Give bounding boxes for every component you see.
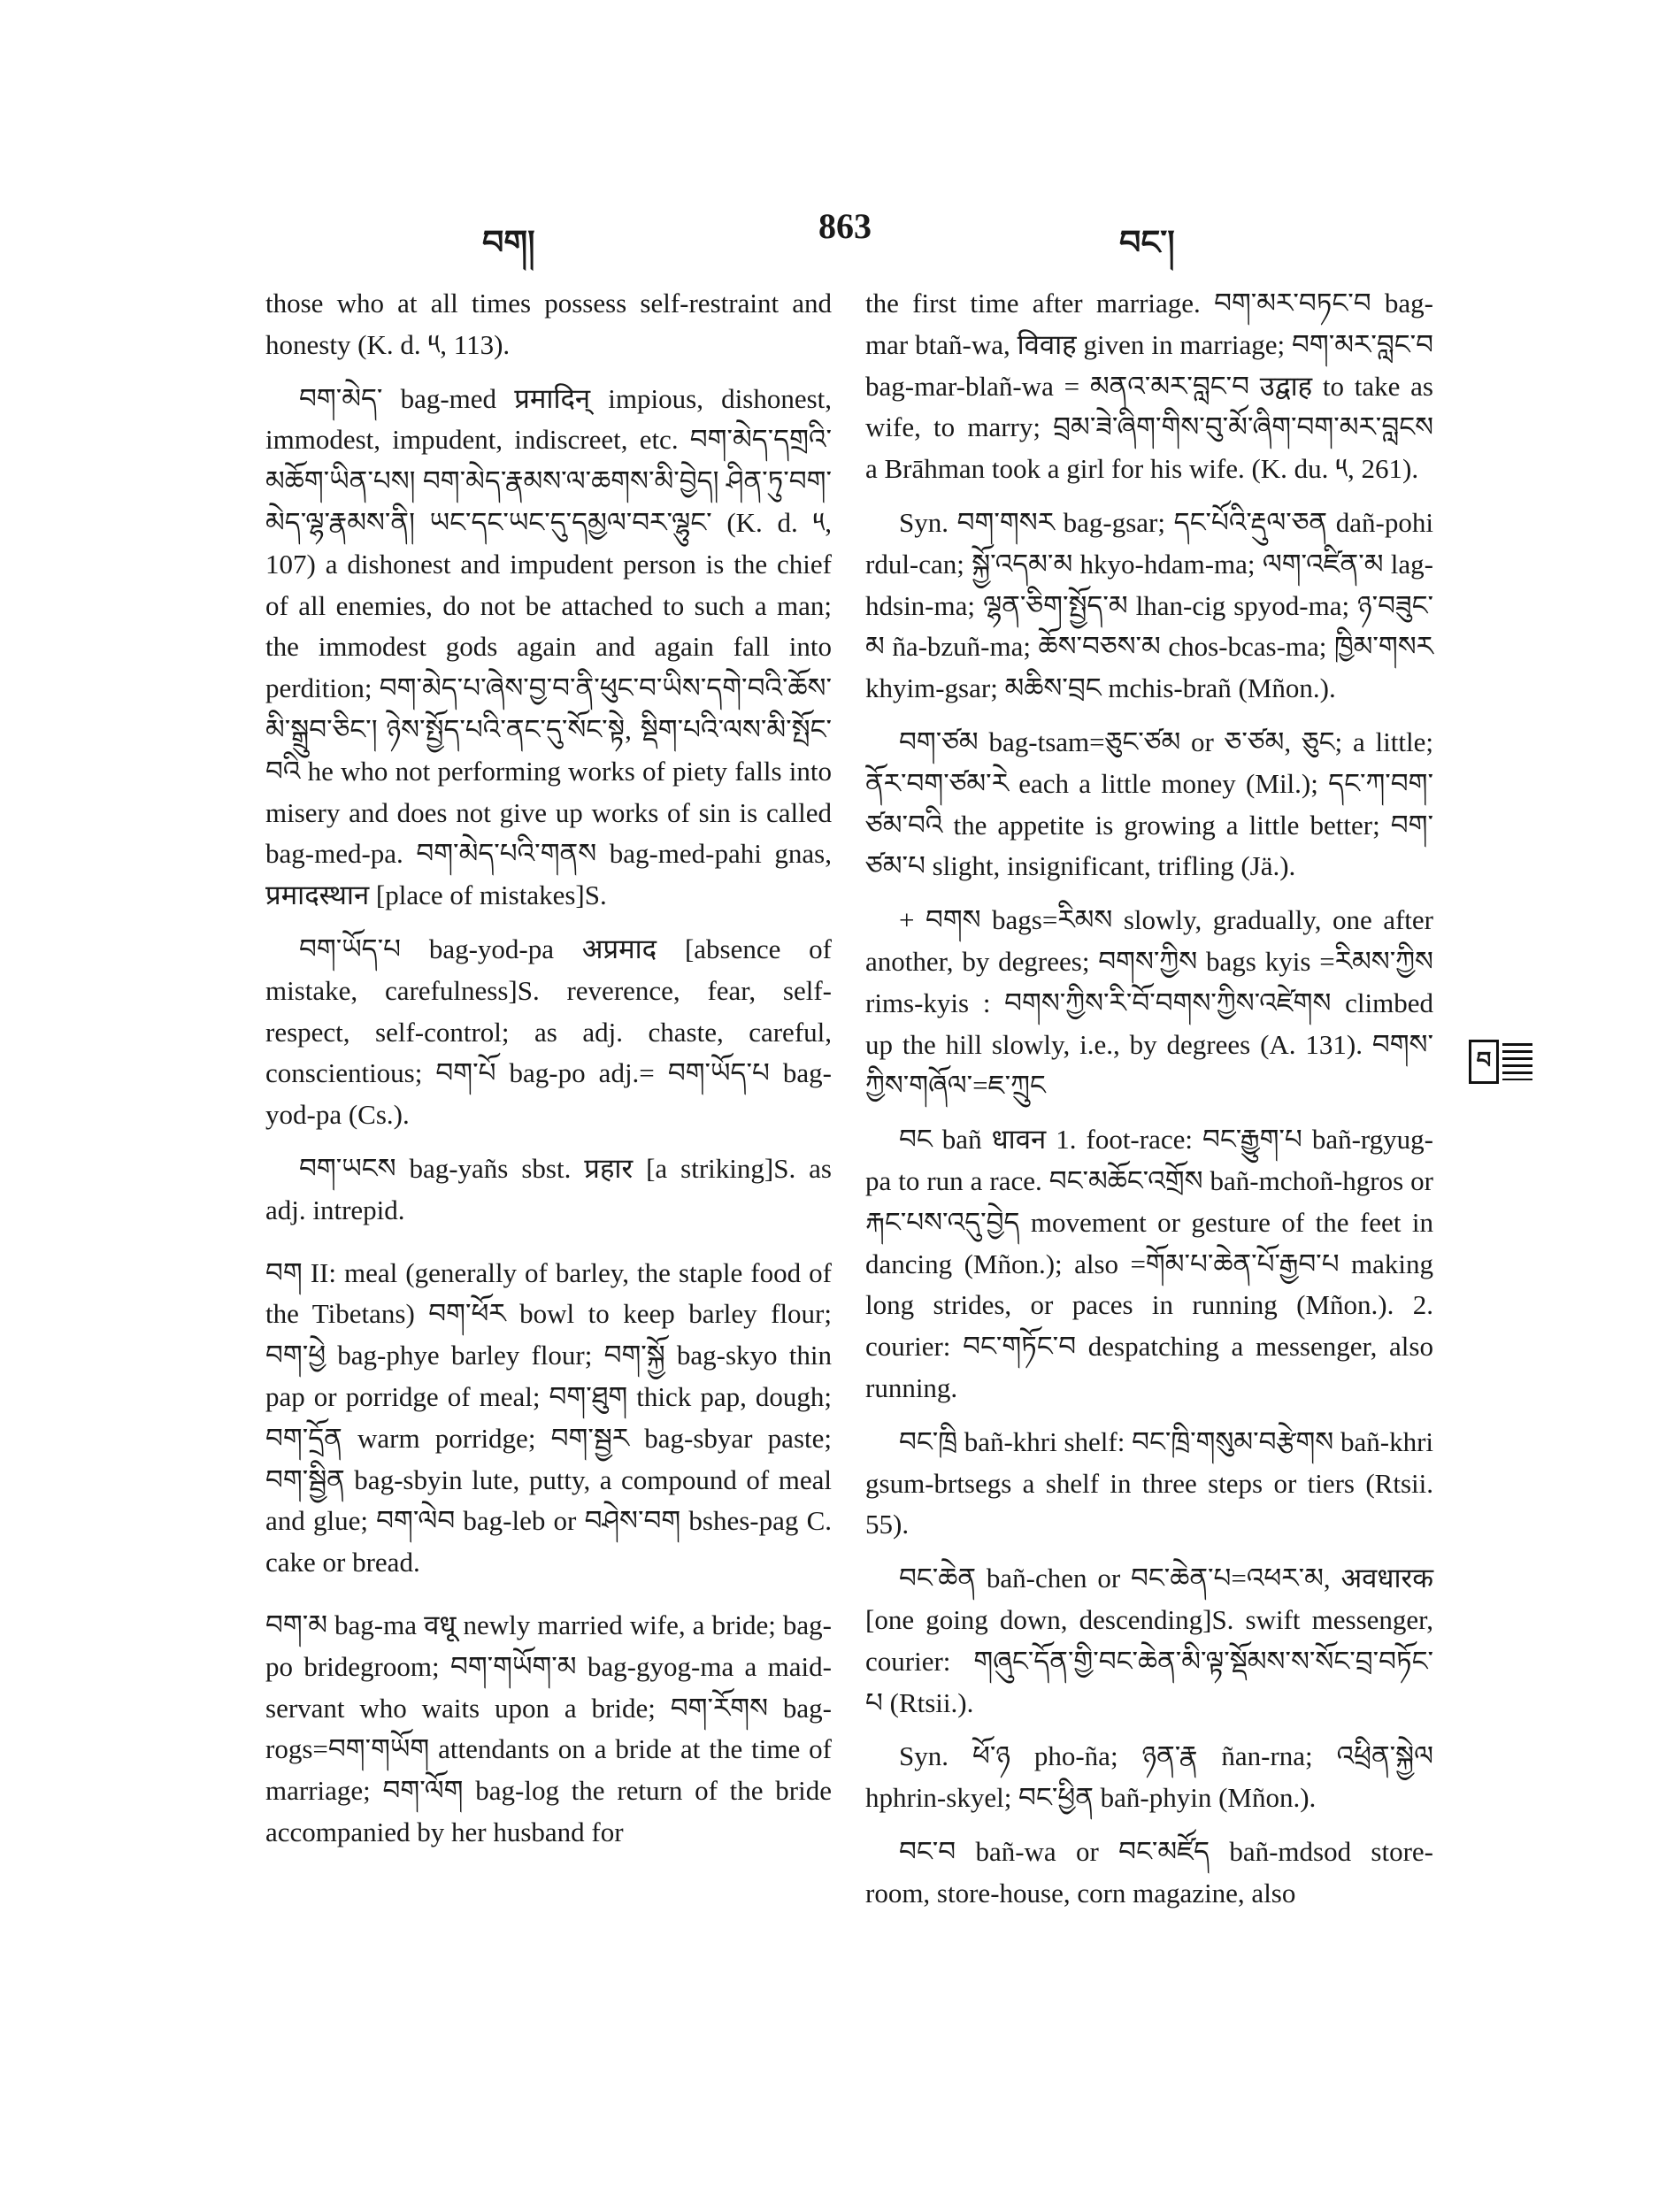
thumb-index-tab: [1469, 1040, 1532, 1084]
headword-entry: བག་མ bag-ma वधू newly married wife, a bride; bag-po bridegroom; བག་གཡོག་མ bag-gyog-ma a maid-servant who waits upon a bride; བག་རོགས bag-rogs=བག་གཡོག attendants on a bride at the time of marriage; བག་ལོག bag-log the return of the bride accompanied by her husband for: [265, 1609, 832, 1847]
left-column: [265, 283, 832, 1866]
entry-paragraph: བང་ཆེན bañ-chen or བང་ཆེན་པ=འཕར་མ, अवधारक [one going down, descending]S. swift messenger, courier: གཞུང་དོན་གྱི་བང་ཆེན་མི་ལྟ་སྡོམས་ས་སོང་བྲ་བཏོང་པ (Rtsii.).: [865, 1563, 1433, 1718]
entry-paragraph: Syn. ཕོ་ཉ pho-ña; ཉན་རྣ ñan-rna; འཕྲིན་སྐྱེལ hphrin-skyel; བང་ཕྱིན bañ-phyin (Mñon.).: [865, 1740, 1433, 1814]
entry-paragraph: Syn. བག་གསར bag-gsar; དང་པོའི་རྡུལ་ཅན dañ-pohi rdul-can; སྐྱོ་འདམ་མ hkyo-hdam-ma; ལག་འཛིན་མ lag-hdsin-ma; ལྷན་ཅིག་སྤྱོད་མ lhan-cig spyod-ma; ཉ་བཟུང་མ ña-bzuñ-ma; ཆོས་བཅས་མ chos-bcas-ma; ཁྱིམ་གསར khyim-gsar; མཆིས་བྲང mchis-brañ (Mñon.).: [865, 506, 1433, 704]
entry-paragraph: བང་བ bañ-wa or བང་མཛོད bañ-mdsod store-room, store-house, corn magazine, also: [865, 1835, 1433, 1909]
entry-paragraph: བང་ཁྲི bañ-khri shelf: བང་ཁྲི་གསུམ་བརྩེགས bañ-khri gsum-brtsegs a shelf in three steps or tiers (Rtsii. 55).: [865, 1425, 1434, 1540]
entry-paragraph: those who at all times possess self-restraint and honesty (K. d. ༥, 113).: [265, 288, 832, 360]
thumb-index-glyph: བ: [1469, 1040, 1499, 1084]
right-column: [865, 283, 1433, 1926]
page-number: 863: [818, 206, 872, 246]
headword-entry: བག II: meal (generally of barley, the staple food of the Tibetans) བག་ཕོར bowl to keep barley flour; བག་ཕྱེ bag-phye barley flour; བག་སྐྱོ bag-skyo thin pap or porridge of meal; བག་ཐུག thick pap, dough; བག་དྲོན warm porridge; བག་སྦྱར bag-sbyar paste; བག་སྦྱིན bag-sbyin lute, putty, a compound of meal and glue; བག་ལེབ bag-leb or བཤེས་བག bshes-pag C. cake or bread.: [265, 1256, 832, 1578]
entry-paragraph: བག་ཡོད་པ bag-yod-pa अप्रमाद [absence of mistake, carefulness]S. reverence, fear, self-respect, self-control; as adj. chaste, careful, conscientious; བག་པོ bag-po adj.= བག་ཡོད་པ bag-yod-pa (Cs.).: [265, 933, 832, 1131]
header-right-word: བང་།: [1119, 222, 1175, 262]
entry-paragraph: བག་ཙམ bag-tsam=ཅུང་ཙམ or ཅ་ཙམ, ཅུང; a little; ནོར་བག་ཙམ་རེ each a little money (Mil.); དང་ཀ་བག་ཙམ་བའི the appetite is growing a little better; བག་ཙམ་པ slight, insignificant, trifling (Jä.).: [865, 726, 1433, 882]
entry-paragraph: + བགས bags=རིམས slowly, gradually, one after another, by degrees; བགས་ཀྱིས bags kyis =རིམས་ཀྱིས rims-kyis : བགས་ཀྱིས་རི་བོ་བགས་ཀྱིས་འཛེགས climbed up the hill slowly, i.e., by degrees (A. 131). བགས་ཀྱིས་གཞོལ་=ཇ་ཀྲུང: [865, 904, 1433, 1102]
entry-paragraph: བག་མེད་ bag-med प्रमादिन् impious, dishonest, immodest, impudent, indiscreet, etc. བག་མེད་དགྲའི་མཆོག་ཡིན་པས། བག་མེད་རྣམས་ལ་ཆགས་མི་བྱེད། ཤིན་ཏུ་བག་མེད་ལྷ་རྣམས་ནི། ཡང་དང་ཡང་དུ་དམྱལ་བར་ལྷུང་ (K. d. ༥, 107) a dishonest and impudent person is the chief of all enemies, do not be attached to such a man; the immodest gods again and again fall into perdition; བག་མེད་པ་ཞེས་བྱ་བ་ནི་ཕུང་བ་ཡིས་དགེ་བའི་ཆོས་མི་སྒྲུབ་ཅིང་། ཉེས་སྤྱོད་པའི་ནང་དུ་སོང་སྟེ, སྡིག་པའི་ལས་མི་སྤོང་བའི he who not performing works of piety falls into misery and does not give up works of sin is called bag-med-pa. བག་མེད་པའི་གནས bag-med-pahi gnas, प्रमादस्थान [place of mistakes]S.: [265, 382, 832, 911]
entry-paragraph: བག་ཡངས bag-yañs sbst. प्रहार [a striking]S. as adj. intrepid.: [265, 1152, 832, 1225]
thumb-index-lines: [1502, 1043, 1532, 1080]
header-left-word: བག།: [482, 222, 535, 262]
headword-entry: བང bañ धावन 1. foot-race: བང་རྒྱུག་པ bañ-rgyug-pa to run a race. བང་མཆོང་འགྲོས bañ-mchoñ-hgros or རྐང་པས་འདུ་བྱེད movement or gesture of the feet in dancing (Mñon.); also =གོམ་པ་ཆེན་པོ་རྒྱབ་པ making long strides, or paces in running (Mñon.). 2. courier: བང་གཏོང་བ despatching a messenger, also running.: [865, 1124, 1433, 1403]
page-header: [0, 205, 1659, 262]
entry-paragraph: the first time after marriage. བག་མར་བཏང་བ bag-mar btañ-wa, विवाह given in marriage; བག་མར་བླང་བ bag-mar-blañ-wa = མནའ་མར་བླང་བ उद्वाह to take as wife, to marry; བྲམ་ཟེ་ཞིག་གིས་བུ་མོ་ཞིག་བག་མར་བླངས a Brāhman took a girl for his wife. (K. du. ༥, 261).: [865, 288, 1433, 485]
